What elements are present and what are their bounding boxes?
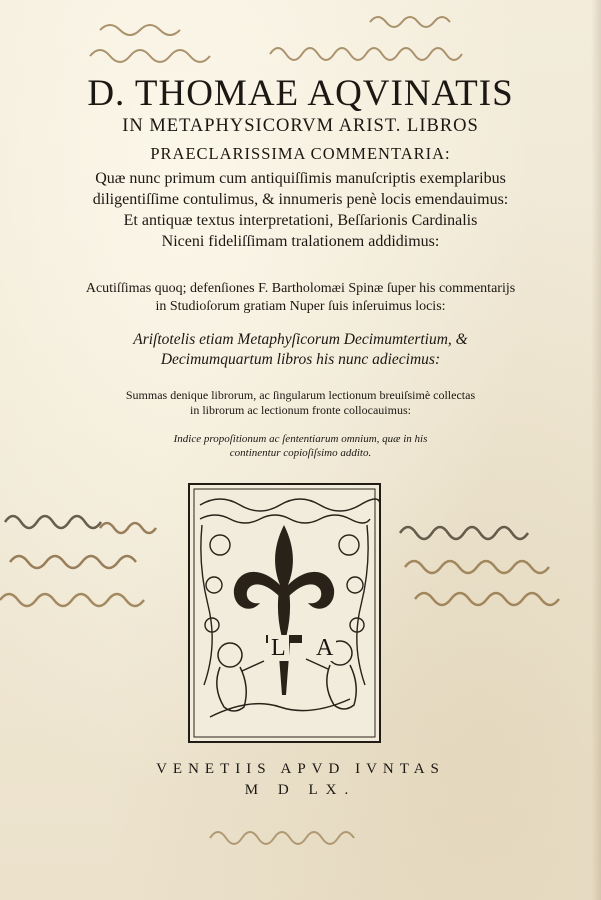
page-title: D. THOMAE AQVINATIS bbox=[87, 73, 514, 114]
imprint-place-publisher: VENETIIS APVD IVNTAS bbox=[156, 761, 445, 777]
woodcut-letter-a: A bbox=[313, 635, 336, 661]
subtitle-commentaria: PRAECLARISSIMA COMMENTARIA: bbox=[150, 144, 451, 163]
text-line: Quæ nunc primum cum antiquiſſimis manuſcriptis exemplaribus bbox=[95, 170, 506, 187]
fleur-de-lis-woodcut-icon bbox=[190, 485, 379, 741]
text-line: Indice propoſitionum ac ſententiarum omnium, quæ in his bbox=[173, 433, 428, 445]
imprint-year: M D LX. bbox=[244, 782, 357, 798]
woodcut-letter-l: L bbox=[268, 635, 289, 661]
description-paragraph-4 bbox=[0, 388, 601, 418]
description-paragraph-3 bbox=[0, 330, 601, 370]
top-handwritten-annotation bbox=[70, 8, 540, 68]
subtitle: IN METAPHYSICORVM ARIST. LIBROS bbox=[122, 116, 479, 136]
right-handwritten-annotation bbox=[395, 515, 595, 615]
text-line: Niceni fideliſſimam tralationem addidimus: bbox=[161, 233, 440, 250]
text-line: Summas denique librorum, ac ſingularum lectionum breuiſsimè collectas bbox=[125, 388, 476, 402]
text-line: in Studioſorum gratiam Nuper ſuis inſeruimus locis: bbox=[155, 299, 446, 314]
text-line: continentur copioſiſsimo addito. bbox=[229, 447, 372, 459]
left-handwritten-annotation bbox=[0, 500, 180, 630]
text-line: Decimumquartum libros his nunc adiecimus: bbox=[160, 351, 441, 368]
printers-device-woodcut bbox=[188, 483, 381, 743]
text-line: diligentiſſime contulimus, & innumeris penè locis emendauimus: bbox=[92, 191, 509, 208]
text-line: Et antiquæ textus interpretationi, Beſſarionis Cardinalis bbox=[123, 212, 478, 229]
description-paragraph-1 bbox=[0, 168, 601, 252]
text-line: in librorum ac lectionum fronte collocauimus: bbox=[190, 403, 411, 417]
text-line: Acutiſſimas quoq; defenſiones F. Bartholomæi Spinæ ſuper his commentarijs bbox=[85, 281, 516, 296]
description-paragraph-5 bbox=[0, 432, 601, 460]
bottom-handwritten-annotation bbox=[200, 818, 380, 858]
text-line: Ariſtotelis etiam Metaphyſicorum Decimumtertium, & bbox=[133, 331, 468, 348]
description-paragraph-2 bbox=[0, 280, 601, 316]
